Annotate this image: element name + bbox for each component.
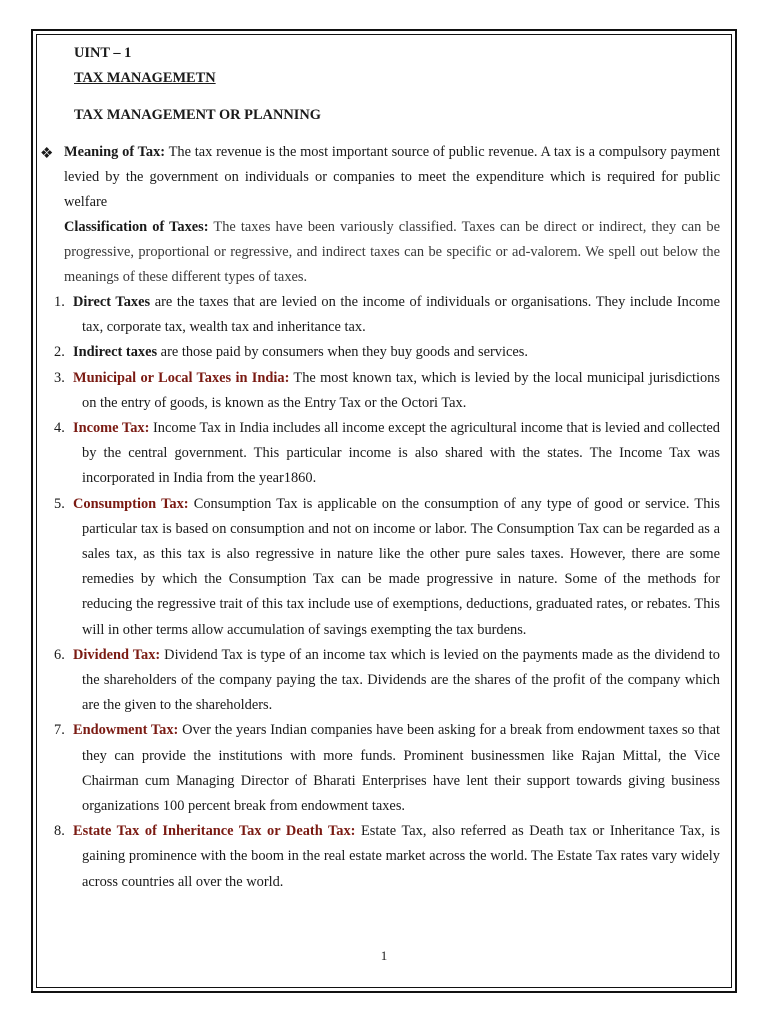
section-subtitle: TAX MANAGEMENT OR PLANNING [74,107,321,123]
item-text: The most known tax, which is levied by the local municipal jurisdictions on the entry of goods, is known as the Entry Tax or the Octori Tax. [82,369,720,411]
item-number: 8. [54,823,65,840]
item-label: Income Tax: [73,420,150,437]
item-text: Dividend Tax is type of an income tax which is levied on the payments made as the dividend to the shareholders of the company paying the tax. Dividends are the shares of the profit of the company which are the given to the shareholders. [82,646,720,714]
list-item [0,643,768,719]
item-number: 2. [54,344,65,361]
item-text: are those paid by consumers when they buy goods and services. [157,344,528,361]
item-number: 7. [54,722,65,739]
item-text: Income Tax in India includes all income except the agricultural income that is levied and collected by the central government. This particular income is also shared with the states. The Income Tax was incorporated in India from the year1860. [82,420,720,487]
item-number: 3. [54,369,65,386]
item-number: 1. [54,294,65,310]
item-label: Municipal or Local Taxes in India: [73,369,290,386]
item-text: are the taxes that are levied on the income of individuals or organisations. They include Income tax, corporate tax, wealth tax and inheritance tax. [82,294,720,336]
item-label: Estate Tax of Inheritance Tax or Death Tax: [73,823,356,840]
meaning-label: Meaning of Tax: [64,144,166,160]
classification-text: The taxes have been variously classified. Taxes can be direct or indirect, they can be progressive, proportional or regressive, and indirect taxes can be specific or ad-valorem. We spell out below the meanings of these different types of taxes. [64,219,720,286]
item-label: Consumption Tax: [73,495,189,512]
item-number: 6. [54,646,65,663]
item-label: Endowment Tax: [73,722,179,739]
list-item [0,340,768,365]
list-item [0,492,768,643]
diamond-bullet-icon: ❖ [40,146,54,162]
list-item [0,718,768,819]
item-number: 5. [54,495,65,512]
page-number: 1 [380,948,388,963]
meaning-paragraph [64,140,720,216]
item-label: Indirect taxes [73,344,158,361]
item-text: Estate Tax, also referred as Death tax or Inheritance Tax, is gaining prominence with the boom in the real estate market across the world. The Estate Tax rates vary widely across countries all over the world. [82,823,720,890]
item-number: 4. [54,420,65,437]
item-label: Dividend Tax: [73,646,161,663]
list-item [0,819,768,895]
list-item [0,290,768,340]
list-item [0,416,768,492]
unit-heading: UINT – 1 [74,45,132,61]
page-title: TAX MANAGEMETN [74,70,216,86]
item-text: Consumption Tax is applicable on the consumption of any type of good or service. This particular tax is based on consumption and not on income or labor. The Consumption Tax can be regarded as a sales tax, as this tax is also regressive in nature like the other pure sales taxes. However, there are some remedies by which the Consumption Tax can be made progressive in nature. Some of the methods for reducing the regressive trait of this tax include use of exemptions, deductions, graduated rates, or rebates. This will in other terms allow accumulation of savings exempting the tax burdens. [82,495,720,638]
list-item [0,366,768,416]
item-text: Over the years Indian companies have been asking for a break from endowment taxes so that they can provide the institutions with more funds. Prominent businessmen like Rajan Mittal, the Vice Chairman cum Managing Director of Bharati Enterprises have lent their support towards giving business organizations 100 percent break from endowment taxes. [82,722,720,815]
meaning-text: The tax revenue is the most important source of public revenue. A tax is a compulsory payment levied by the government on individuals or companies to meet the expenditure which is required for public welfare [64,144,720,211]
classification-label: Classification of Taxes: [64,219,209,235]
item-label: Direct Taxes [73,294,151,310]
classification-paragraph [64,215,720,291]
tax-types-list [0,290,768,895]
